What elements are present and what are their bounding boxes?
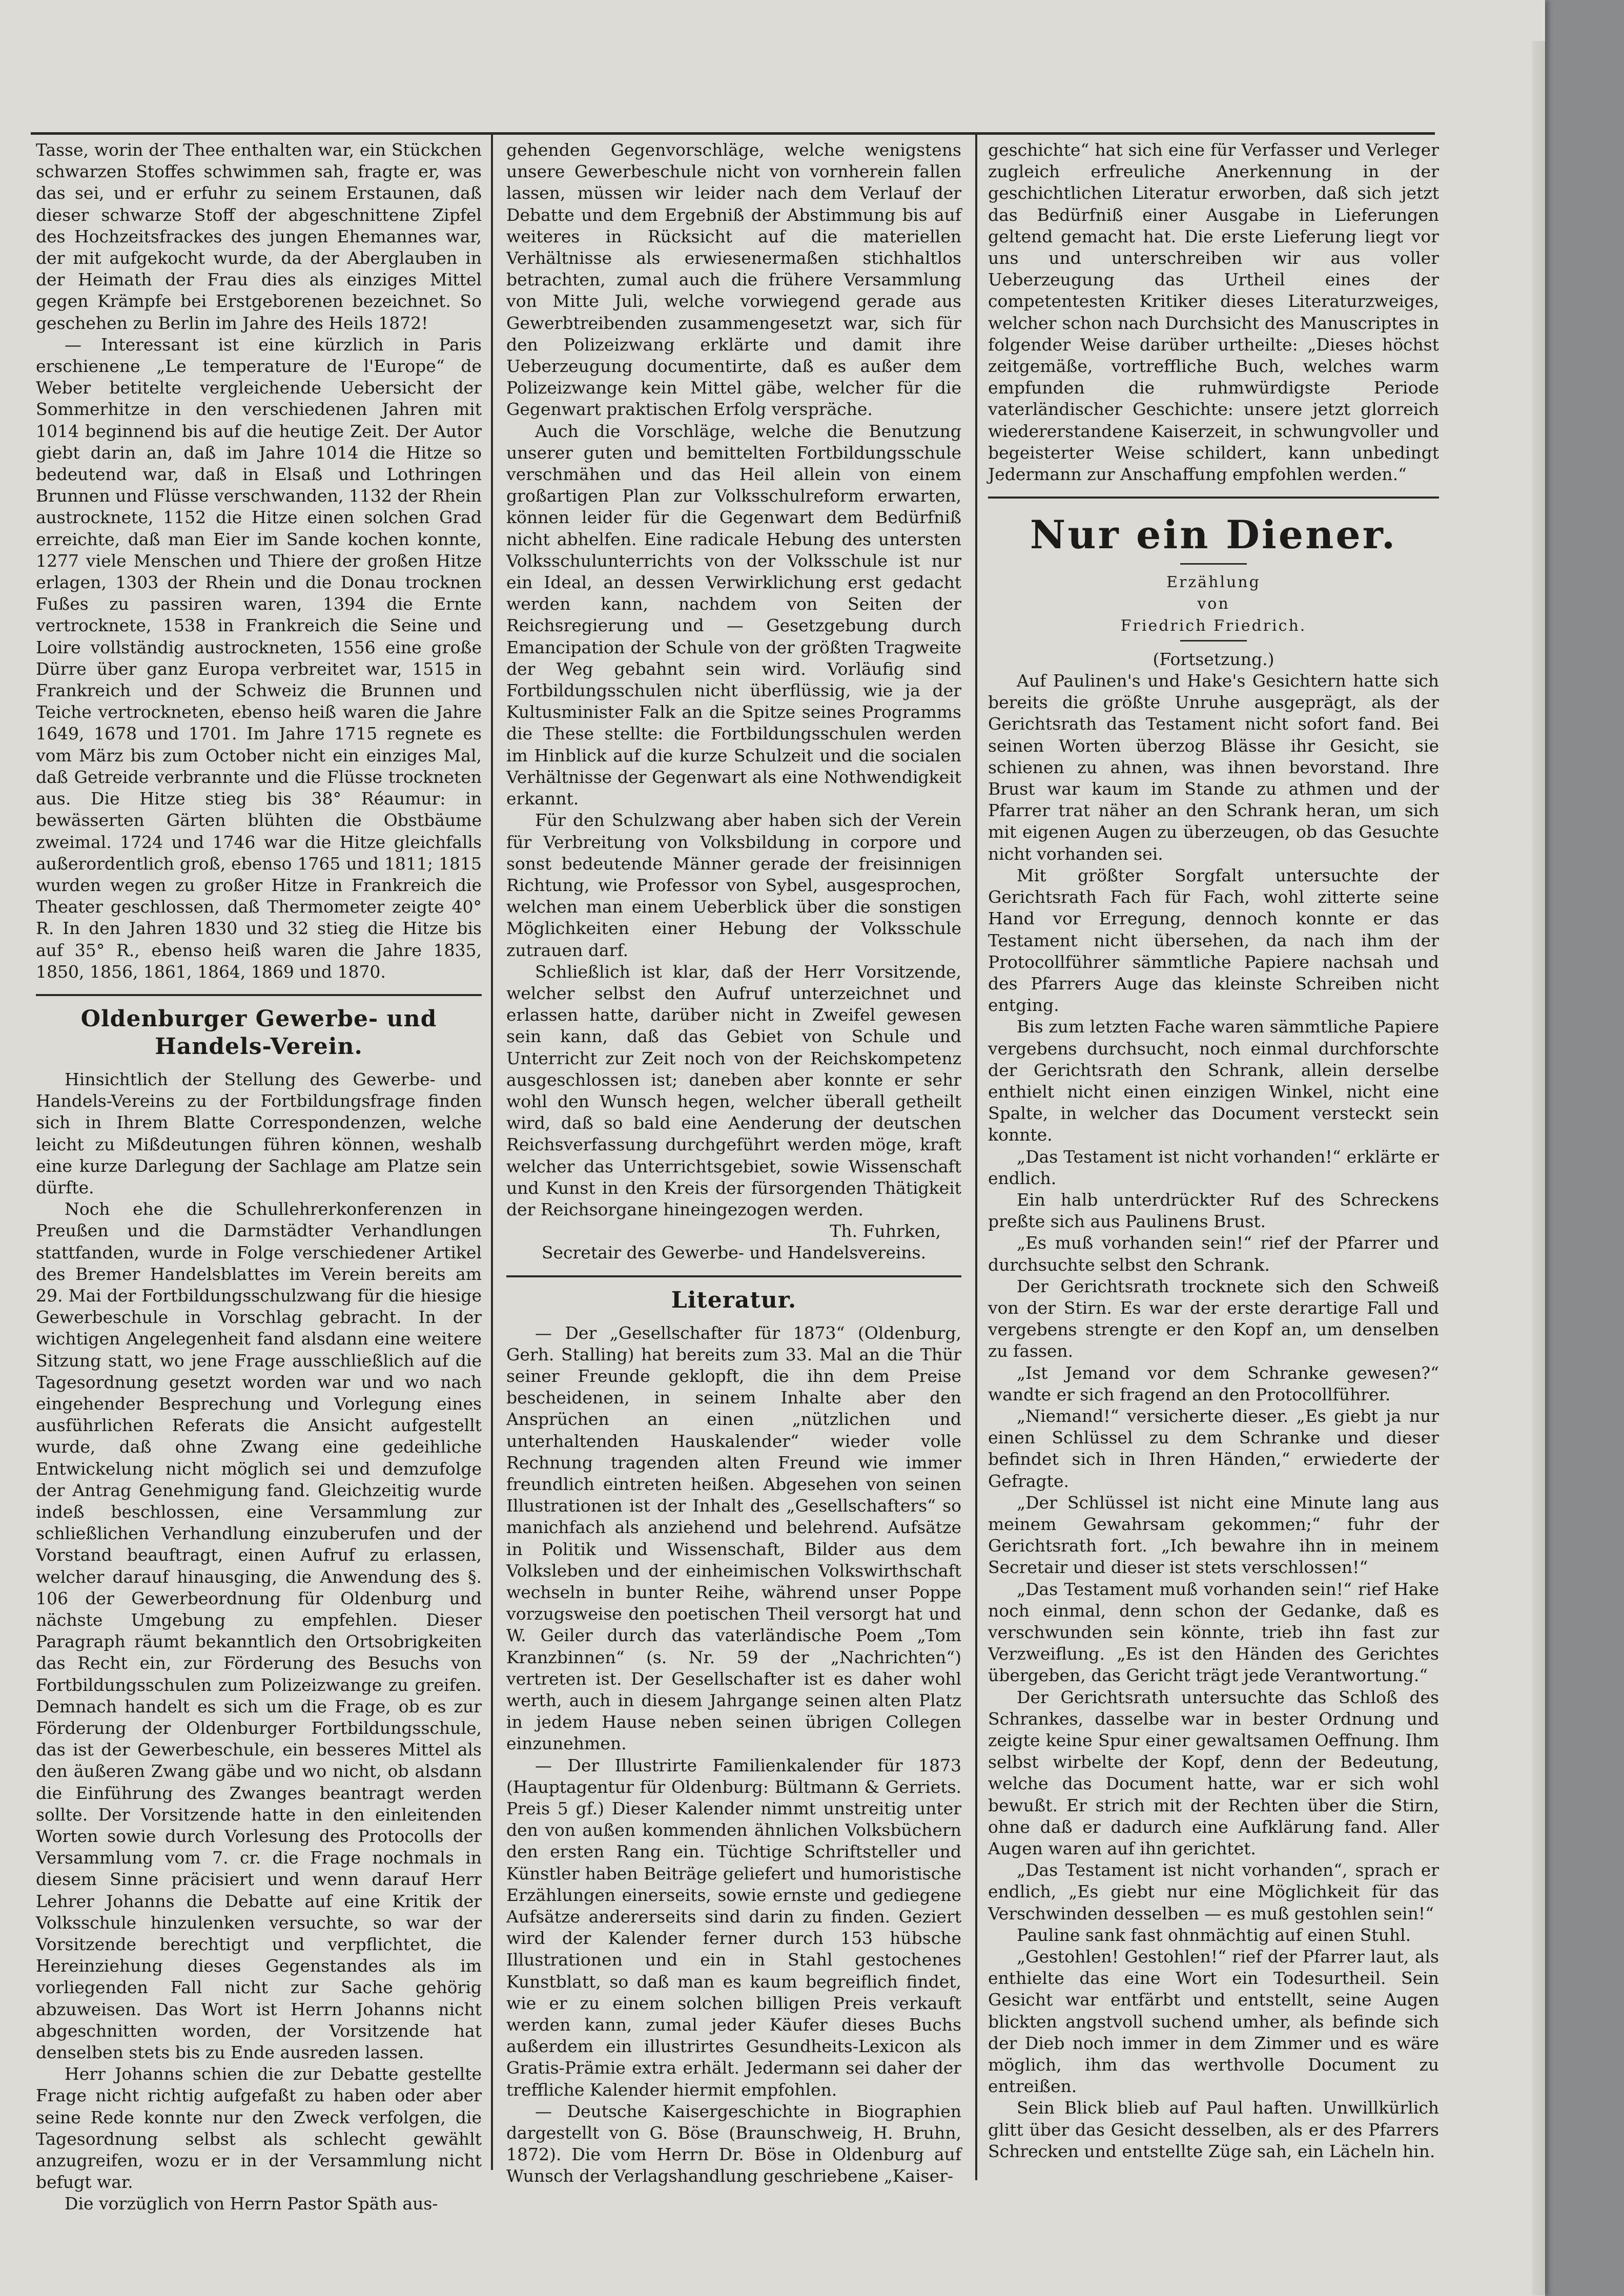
paragraph: Hinsichtlich der Stellung des Gewerbe- und Handels-Vereins zu der Fortbildungsfrage finden sich in Ihrem Blatte Correspondenzen, welche leicht zu Mißdeutungen führen können, weshalb eine kurze Darlegung der Sachlage am Platze sein dürfte. (36, 1069, 482, 1197)
paragraph: „Der Schlüssel ist nicht eine Minute lang aus meinem Gewahrsam gekommen;“ fuhr der Gerichtsrath fort. „Ich bewahre ihn in meinem Secretair und dieser ist stets verschlossen!“ (988, 1492, 1439, 1578)
paragraph: „Niemand!“ versicherte dieser. „Es giebt ja nur einen Schlüssel zu dem Schranke und dieser befindet sich in Ihren Händen,“ erwiederte der Gefragte. (988, 1405, 1439, 1491)
paragraph: gehenden Gegenvorschläge, welche wenigstens unsere Gewerbeschule nicht von vornherein fallen lassen, müssen wir leider nach dem Verlauf der Debatte und dem Ergebniß der Abstimmung bis auf weiteres in Rücksicht auf die materiellen Verhältnisse als erwiesenermaßen stichhaltlos betrachten, zumal auch die frühere Versammlung von Mitte Juli, welche vorwiegend gerade aus Gewerbtreibenden zusammengesetzt war, sich für den Polizeizwang erklärte und damit ihre Ueberzeugung documentirte, daß es außer dem Polizeizwange kein Mittel gäbe, welcher für die Gegenwart praktischen Erfolg verspräche. (506, 140, 961, 420)
paragraph: „Ist Jemand vor dem Schranke gewesen?“ wandte er sich fragend an den Protocollführer. (988, 1362, 1439, 1404)
story-continuation: (Fortsetzung.) (1153, 649, 1274, 669)
paragraph: — Der Illustrirte Familienkalender für 1873 (Hauptagentur für Oldenburg: Bültmann & Gerriets. Preis 5 gf.) Dieser Kalender nimmt unstreitig unter den von außen kommenden ähnlichen Volksbüchern den ersten Rang ein. Tüchtige Schriftsteller und Künstler haben Beiträge geliefert und humoristische Erzählungen einerseits, sowie ernste und gediegene Aufsätze andererseits sind darin zu finden. Geziert wird der Kalender ferner durch 153 hübsche Illustrationen und ein in Stahl gestochenes Kunstblatt, so daß man es kaum begreiflich findet, wie er zu einem solchen billigen Preis verkauft werden kann, zumal jeder Käufer dieses Buchs außerdem ein illustrirtes Gesundheits-Lexicon als Gratis-Prämie extra erhält. Jedermann sei daher der treffliche Kalender hiermit empfohlen. (506, 1755, 961, 2100)
paragraph: Der Gerichtsrath untersuchte das Schloß des Schrankes, dasselbe war in bester Ordnung und zeigte keine Spur einer gewaltsamen Oeffnung. Ihm selbst wirbelte der Kopf, denn der Bedeutung, welche das Document hatte, war er sich wohl bewußt. Er strich mit der Rechten über die Stirn, ohne daß er dadurch eine Aufklärung fand. Aller Augen waren auf ihn gerichtet. (988, 1687, 1439, 1859)
paragraph: Ein halb unterdrückter Ruf des Schreckens preßte sich aus Paulinens Brust. (988, 1189, 1439, 1232)
paragraph: Noch ehe die Schullehrerkonferenzen in Preußen und die Darmstädter Verhandlungen stattfanden, wurde in Folge verschiedener Artikel des Bremer Handelsblattes im Verein bereits am 29. Mai der Fortbildungsschulzwang für die hiesige Gewerbeschule in Vorschlag gebracht. In der wichtigen Angelegenheit fand alsdann eine weitere Sitzung statt, wo jene Frage ausschließlich auf die Tagesordnung gesetzt worden war und wo nach eingehender Besprechung und Vorlegung eines ausführlichen Referats die Ansicht aufgestellt wurde, daß ohne Zwang eine gedeihliche Entwickelung nicht möglich sei und demzufolge der Antrag Genehmigung fand. Gleichzeitig wurde indeß beschlossen, eine Versammlung zur schließlichen Verhandlung einzuberufen und der Vorstand beauftragt, einen Aufruf zu erlassen, welcher darauf hinausging, die Anwendung des §. 106 der Gewerbeordnung für Oldenburg und nächste Umgebung zu empfehlen. Dieser Paragraph räumt bekanntlich den Ortsobrigkeiten das Recht ein, zur Förderung des Besuchs von Fortbildungsschulen zum Polizeizwange zu greifen. Demnach handelt es sich um die Frage, ob es zur Förderung der Oldenburger Fortbildungsschule, das ist der Gewerbeschule, ein besseres Mittel als den äußeren Zwang gäbe und wo nicht, ob alsdann die Einführung des Zwanges beantragt werden sollte. Der Vorsitzende hatte in den einleitenden Worten sowie durch Vorlesung des Protocolls der Versammlung vom 7. cr. die Frage nochmals in diesem Sinne präcisiert und wenn darauf Herr Lehrer Johanns die Debatte auf eine Kritik der Volksschule hinzulenken versuchte, so war der Vorsitzende berechtigt und verpflichtet, die Hereinziehung dieses Gegenstandes als im vorliegenden Fall nicht zur Sache gehörig abzuweisen. Das Wort ist Herrn Johanns nicht abgeschnitten worden, der Vorsitzende hat denselben stets bis zu Ende ausreden lassen. (36, 1199, 482, 2063)
story-by: von (1197, 595, 1230, 613)
paragraph: „Gestohlen! Gestohlen!“ rief der Pfarrer laut, als enthielte das eine Wort ein Todesurtheil. Sein Gesicht war entfärbt und entstellt, seine Augen blickten angstvoll suchend umher, als befinde sich der Dieb noch immer in dem Zimmer und es wäre möglich, ihm das werthvolle Document zu entreißen. (988, 1947, 1439, 2097)
paragraph: Auch die Vorschläge, welche die Benutzung unserer guten und bemittelten Fortbildungsschule verschmähen und das Heil allein von einem großartigen Plan zur Volksschulreform erwarten, können leider für die Gegenwart dem Bedürfniß nicht abhelfen. Eine radicale Hebung des untersten Volksschulunterrichts von der Volksschule ist nur ein Ideal, an dessen Verwirklichung erst gedacht werden kann, nachdem von Seiten der Reichsregierung und — Gesetzgebung durch Emancipation der Schule von der größten Tragweite der Weg gebahnt sein wird. Vorläufig sind Fortbildungsschulen nicht überflüssig, wie ja der Kultusminister Falk an die Spitze seines Programms die These stellte: die Fortbildungsschulen werden im Hinblick auf die kurze Schulzeit und die socialen Verhältnisse der Gegenwart als eine Nothwendigkeit erkannt. (506, 421, 961, 809)
top-rule (31, 132, 1435, 135)
paragraph: Die vorzüglich von Herrn Pastor Späth aus- (65, 2194, 438, 2214)
paragraph: — Interessant ist eine kürzlich in Paris erschienene „Le temperature de l'Europe“ de Weber betitelte vergleichende Uebersicht der Sommerhitze in den verschiedenen Jahren mit 1014 beginnend bis auf die heutige Zeit. Der Autor giebt darin an, daß im Jahre 1014 die Hitze so bedeutend war, daß in Elsaß und Lothringen Brunnen und Flüsse verschwanden, 1132 der Rhein austrocknete, 1152 die Hitze einen solchen Grad erreichte, daß man Eier im Sande kochen konnte, 1277 viele Menschen und Thiere der großen Hitze erlagen, 1303 der Rhein und die Donau trocknen Fußes zu passiren waren, 1394 die Ernte vertrocknete, 1538 in Frankreich die Seine und Loire vollständig austrockneten, 1556 eine große Dürre über ganz Europa verbreitet war, 1515 in Frankreich und der Schweiz die Brunnen und Teiche vertrockneten, ebenso heiß waren die Jahre 1649, 1678 und 1701. Im Jahre 1715 regnete es vom März bis zum October nicht ein einziges Mal, daß Getreide verbrannte und die Flüsse trockneten aus. Die Hitze stieg bis 38° Réaumur: in bewässerten Gärten blühten die Obstbäume zweimal. 1724 und 1746 war die Hitze gleichfalls außerordentlich groß, ebenso 1765 und 1811; 1815 wurden wegen zu großer Hitze in Frankreich die Theater geschlossen, daß Thermometer zeigte 40° R. In den Jahren 1830 und 32 stieg die Hitze bis auf 35° R., ebenso heiß waren die Jahre 1835, 1850, 1856, 1861, 1864, 1869 und 1870. (36, 334, 482, 982)
section-divider (506, 1275, 961, 1277)
paragraph: Der Gerichtsrath trocknete sich den Schweiß von der Stirn. Es war der erste derartige Fall und vergebens strengte er den Kopf an, um denselben zu fassen. (988, 1276, 1439, 1361)
section-heading-gewerbeverein: Oldenburger Gewerbe- und Handels-Verein. (80, 1005, 437, 1060)
paragraph: Auf Paulinen's und Hake's Gesichtern hatte sich bereits die größte Unruhe ausgeprägt, als der Gerichtsrath das Testament nicht sofort fand. Bei seinen Worten überzog Blässe ihr Gesicht, sie schienen zu ahnen, was ihnen bevorstand. Ihre Brust war kaum im Stande zu athmen und der Pfarrer trat näher an den Schrank heran, um sich mit eigenen Augen zu überzeugen, ob das Gesuchte nicht vorhanden sei. (988, 671, 1439, 864)
paragraph: Schließlich ist klar, daß der Herr Vorsitzende, welcher selbst den Aufruf unterzeichnet und erlassen hatte, darüber nicht in Zweifel gewesen sein kann, daß das Gebiet von Schule und Unterricht zur Zeit noch von der Reichskompetenz ausgeschlossen ist; daneben aber konnte er sehr wohl den Wunsch hegen, welcher überall getheilt wird, daß so bald eine Aenderung der deutschen Reichsverfassung durchgeführt werden möge, kraft welcher das Unterrichtsgebiet, sowie Wissenschaft und Kunst in den Kreis der fürsorgenden Thätigkeit der Reichsorgane hineingezogen werden. (506, 961, 961, 1219)
paragraph: Herr Johanns schien die zur Debatte gestellte Frage nicht richtig aufgefaßt zu haben oder aber seine Rede konnte nur den Zweck verfolgen, die Tagesordnung selbst als schlecht gewählt anzugreifen, wozu er in der Versammlung nicht befugt war. (36, 2064, 482, 2192)
column-3 (988, 139, 1439, 2162)
paragraph: — Deutsche Kaisergeschichte in Biographien dargestellt von G. Böse (Braunschweig, H. Bruhn, 1872). Die vom Herrn Dr. Böse in Oldenburg auf Wunsch der Verlagshandlung geschriebene „Kaiser- (506, 2101, 961, 2186)
paragraph: „Das Testament muß vorhanden sein!“ rief Hake noch einmal, denn schon der Gedanke, daß es verschwunden sein könnte, trieb ihn fast zur Verzweiflung. „Es ist den Händen des Gerichtes übergeben, das Gericht trägt jede Verantwortung.“ (988, 1579, 1439, 1686)
story-author: Friedrich Friedrich. (1120, 616, 1307, 635)
paragraph: — Der „Gesellschafter für 1873“ (Oldenburg, Gerh. Stalling) hat bereits zum 33. Mal an die Thür seiner Freunde geklopft, die ihn dem Preise bescheidenen, in seinem Inhalte aber den Ansprüchen an einen „nützlichen und unterhaltenden Hauskalender“ wieder volle Rechnung tragenden alten Freund wie immer freundlich eintreten heißen. Abgesehen von seinen Illustrationen ist der Inhalt des „Gesellschafters“ so manichfach als anziehend und belehrend. Aufsätze in Politik und Wissenschaft, Bilder aus dem Volksleben und der einheimischen Volkswirthschaft wechseln in bunter Reihe, während unser Poppe vorzugsweise den poetischen Theil versorgt hat und W. Geiler durch das vaterländische Poem „Tom Kranzbinnen“ (s. Nr. 59 der „Nachrichten“) vertreten ist. Der Gesellschafter ist es daher wohl werth, auch in diesem Jahrgange seinen alten Platz in jedem Hause neben seinen übrigen Collegen einzunehmen. (506, 1322, 961, 1754)
title-underline (1180, 563, 1247, 565)
story-title: Nur ein Diener. (1030, 512, 1397, 558)
paragraph: Pauline sank fast ohnmächtig auf einen Stuhl. (1017, 1925, 1411, 1945)
paragraph: geschichte“ hat sich eine für Verfasser und Verleger zugleich erfreuliche Anerkennung in der geschichtlichen Literatur erworben, daß sich jetzt das Bedürfniß einer Ausgabe in Lieferungen geltend gemacht hat. Die erste Lieferung liegt vor uns und unterschreiben wir aus voller Ueberzeugung das Urtheil eines der competentesten Kritiker dieses Literaturzweiges, welcher schon nach Durchsicht des Manuscriptes in folgender Weise darüber urtheilte: „Dieses höchst zeitgemäße, vortreffliche Buch, welches warm empfunden die ruhmwürdigste Periode vaterländischer Geschichte: unsere jetzt glorreich wiedererstandene Kaiserzeit, in schwungvoller und begeisterter Weise schildert, kann unbedingt Jedermann zur Anschaffung empfohlen werden.“ (988, 140, 1439, 485)
signature-title: Secretair des Gewerbe- und Handelsvereins. (541, 1243, 927, 1263)
column-1 (36, 139, 482, 2215)
column-2 (506, 139, 961, 2187)
paragraph: Für den Schulzwang aber haben sich der Verein für Verbreitung von Volksbildung in corpore und sonst bedeutende Männer gerade der freisinnigen Richtung, wie Professor von Sybel, ausgesprochen, welchen man einem Ueberblick über die sonstigen Möglichkeiten einer Hebung der Volksschule zutrauen darf. (506, 810, 961, 960)
paragraph: „Das Testament ist nicht vorhanden!“ erklärte er endlich. (988, 1146, 1439, 1188)
author-underline (1180, 640, 1247, 642)
paragraph: „Das Testament ist nicht vorhanden“, sprach er endlich, „Es giebt nur eine Möglichkeit für das Verschwinden desselben — es muß gestohlen sein!“ (988, 1860, 1439, 1923)
paragraph: Bis zum letzten Fache waren sämmtliche Papiere vergebens durchsucht, noch einmal durchforschte der Gerichtsrath den Schrank, allein derselbe enthielt nicht einen einzigen Winkel, nicht eine Spalte, in welcher das Document versteckt sein konnte. (988, 1017, 1439, 1145)
paragraph: Mit größter Sorgfalt untersuchte der Gerichtsrath Fach für Fach, wohl zitterte seine Hand vor Erregung, dennoch konnte er das Testament nicht übersehen, da nach ihm der Protocollführer sämmtliche Papiere nachsah und des Pfarrers Auge das kleinste Schreiben nicht entging. (988, 865, 1439, 1016)
section-divider (36, 994, 482, 996)
section-heading-literatur: Literatur. (671, 1287, 797, 1313)
paragraph: „Es muß vorhanden sein!“ rief der Pfarrer und durchsuchte selbst den Schrank. (988, 1233, 1439, 1275)
story-genre: Erzählung (1166, 573, 1261, 592)
page-edge-shadow (1532, 41, 1545, 2295)
column-rule-2 (975, 133, 977, 2180)
paragraph: Tasse, worin der Thee enthalten war, ein Stückchen schwarzen Stoffes schwimmen sah, fragte er, was das sei, und er erfuhr zu seinem Erstaunen, daß dieser schwarze Stoff der abgeschnittene Zipfel des Hochzeitsfrackes des jungen Ehemannes war, der mit aufgekocht wurde, da der Aberglauben in der Heimath der Frau dies als einziges Mittel gegen Krämpfe bei Erstgeborenen bezeichnet. So geschehen zu Berlin im Jahre des Heils 1872! (36, 140, 482, 333)
section-divider (988, 497, 1439, 499)
signature-name: Th. Fuhrken, (830, 1221, 941, 1242)
paragraph: Sein Blick blieb auf Paul haften. Unwillkürlich glitt über das Gesicht desselben, als er des Pfarrers Schrecken und entstellte Züge sah, ein Lächeln hin. (988, 2098, 1439, 2161)
column-rule-1 (491, 133, 493, 2170)
